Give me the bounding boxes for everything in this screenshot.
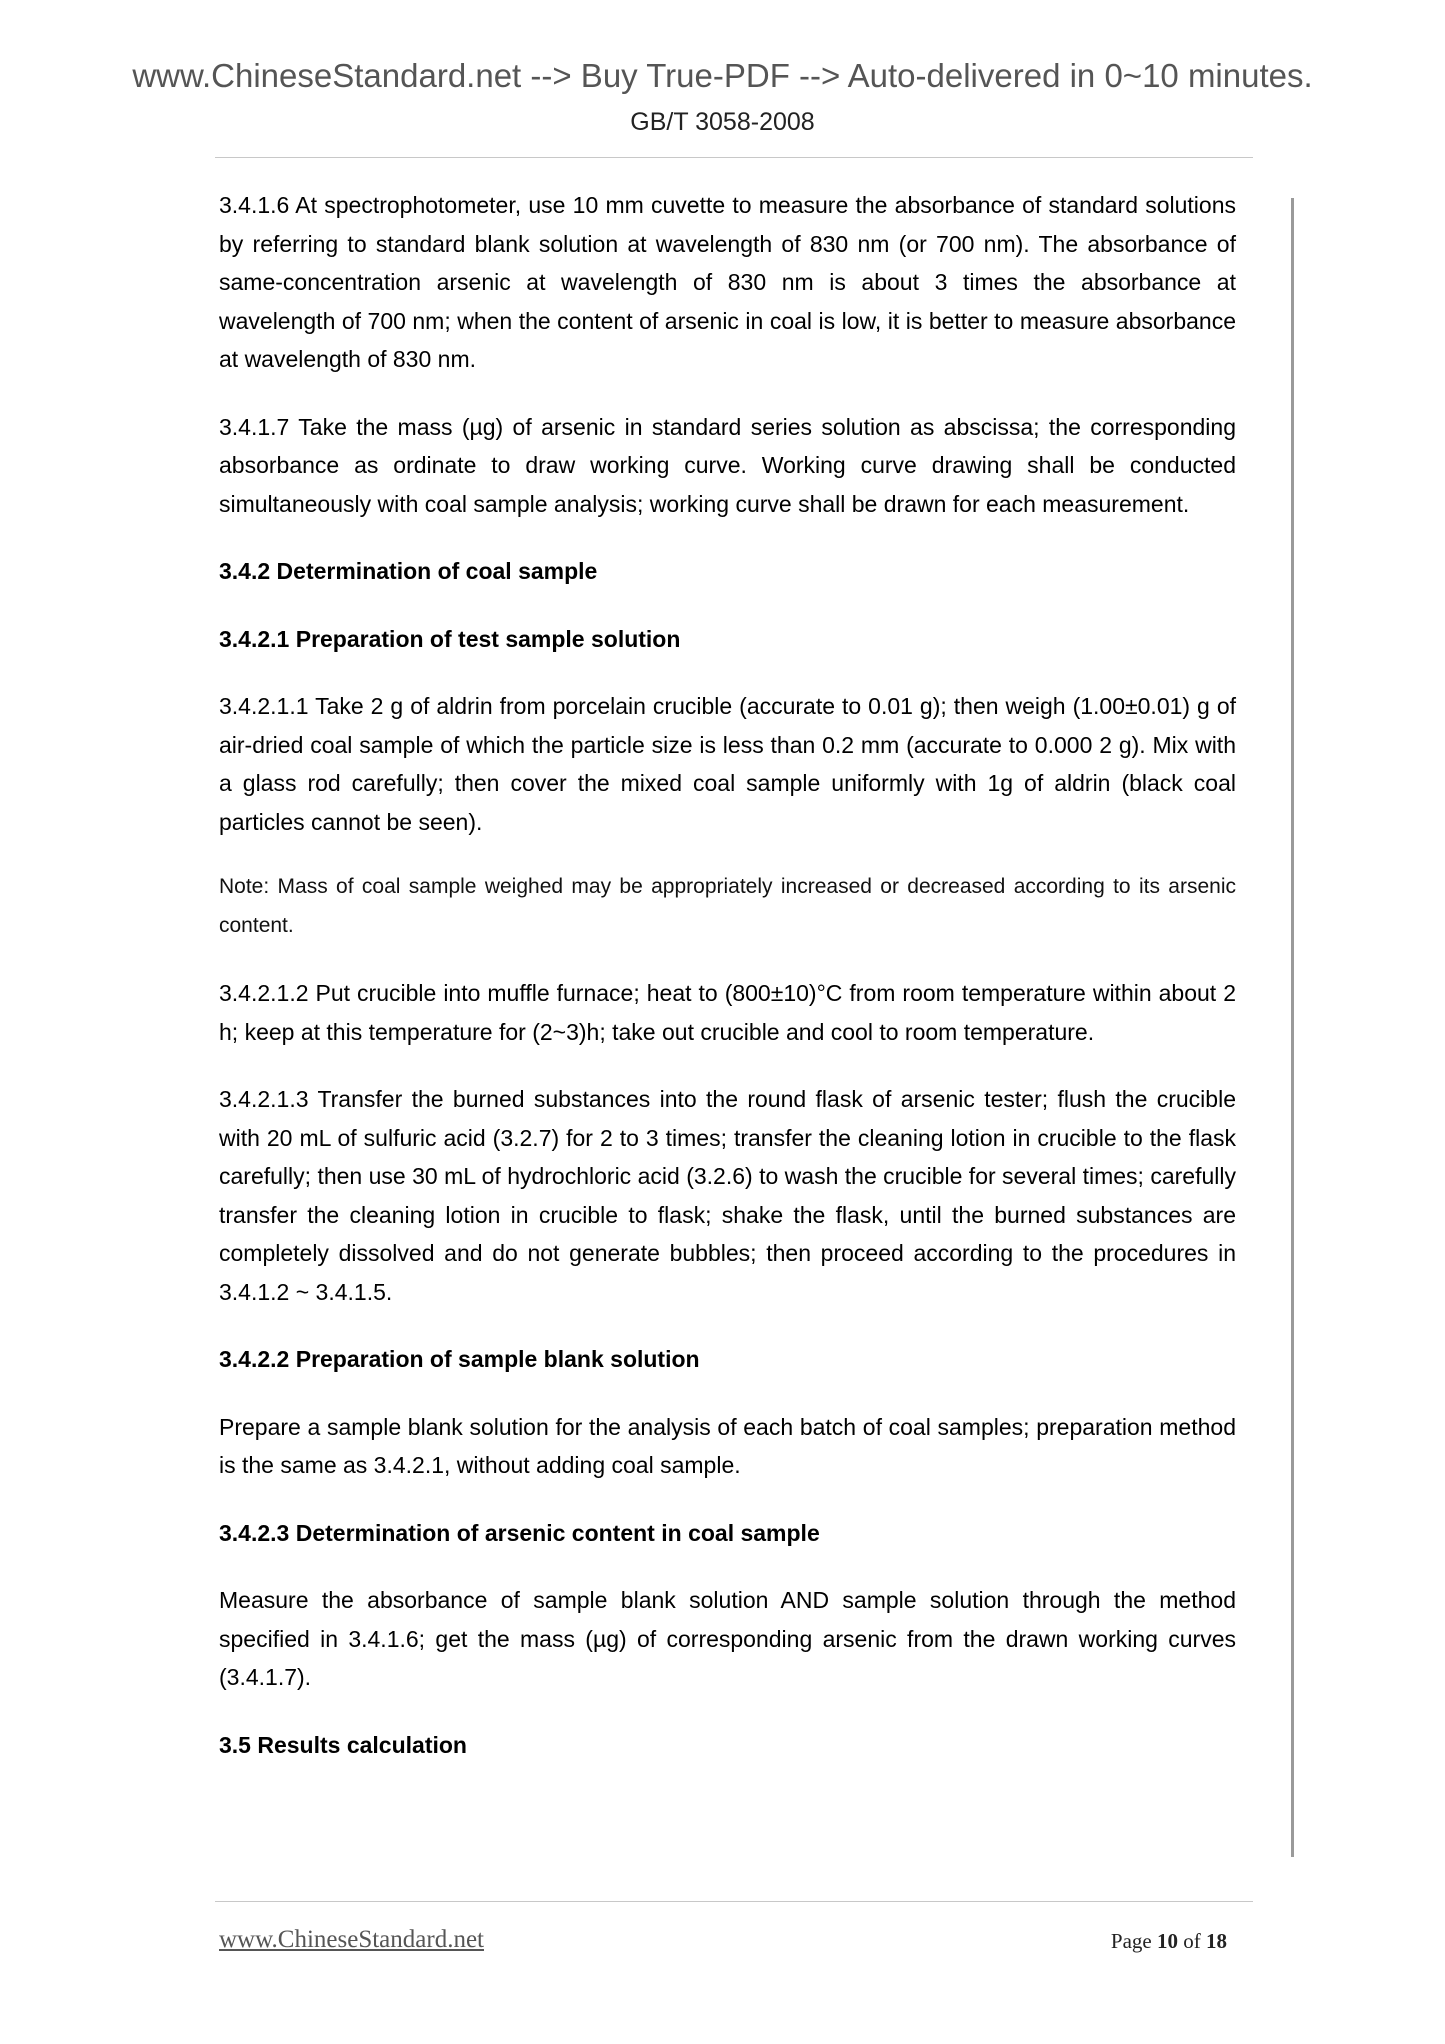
clause-3-4-1-6: 3.4.1.6 At spectrophotometer, use 10 mm cuvette to measure the absorbance of standard solutions by referring to standard blank solution at wavelength of 830 nm (or 700 nm). The absorbance of same-concentration arsenic at wavelength of 830 nm is about 3 times the absorbance at wavelength of 700 nm; when the content of arsenic in coal is low, it is better to measure absorbance at wavelength of 830 nm.	[219, 192, 1236, 372]
page-of: of	[1183, 1929, 1201, 1953]
document-body	[219, 186, 1236, 1764]
heading-3-4-2-2: 3.4.2.2 Preparation of sample blank solution	[219, 1346, 700, 1372]
clause-3-4-2-1-3: 3.4.2.1.3 Transfer the burned substances into the round flask of arsenic tester; flush the crucible with 20 mL of sulfuric acid (3.2.7) for 2 to 3 times; transfer the cleaning lotion in crucible to the flask carefully; then use 30 mL of hydrochloric acid (3.2.6) to wash the crucible for several times; carefully transfer the cleaning lotion in crucible to flask; shake the flask, until the burned substances are completely dissolved and do not generate bubbles; then proceed according to the procedures in 3.4.1.2 ~ 3.4.1.5.	[219, 1086, 1236, 1305]
revision-bar	[1291, 198, 1294, 1857]
clause-3-4-2-2: Prepare a sample blank solution for the analysis of each batch of coal samples; preparation method is the same as 3.4.2.1, without adding coal sample.	[219, 1413, 1236, 1478]
clause-3-4-2-3: Measure the absorbance of sample blank solution AND sample solution through the method specified in 3.4.1.6; get the mass (µg) of corresponding arsenic from the drawn working curves (3.4.1.7).	[219, 1587, 1236, 1690]
standard-number: GB/T 3058-2008	[630, 108, 815, 136]
header-divider	[215, 157, 1253, 158]
clause-3-4-2-1-2: 3.4.2.1.2 Put crucible into muffle furnace; heat to (800±10)°C from room temperature within about 2 h; keep at this temperature for (2~3)h; take out crucible and cool to room temperature.	[219, 980, 1236, 1045]
footer-site-link[interactable]: www.ChineseStandard.net	[219, 1926, 484, 1953]
clause-3-4-2-1-1: 3.4.2.1.1 Take 2 g of aldrin from porcelain crucible (accurate to 0.01 g); then weigh (1.00±0.01) g of air-dried coal sample of which the particle size is less than 0.2 mm (accurate to 0.000 2 g). Mix with a glass rod carefully; then cover the mixed coal sample uniformly with 1g of aldrin (black coal particles cannot be seen).	[219, 693, 1236, 835]
header-banner: www.ChineseStandard.net --> Buy True-PDF --> Auto-delivered in 0~10 minutes.	[132, 57, 1313, 94]
heading-3-5: 3.5 Results calculation	[219, 1731, 467, 1758]
heading-3-4-2-3: 3.4.2.3 Determination of arsenic content in coal sample	[219, 1519, 820, 1546]
page-number	[1111, 1929, 1227, 1954]
page-label: Page	[1110, 1929, 1152, 1953]
footer-divider	[215, 1901, 1253, 1902]
clause-3-4-1-7: 3.4.1.7 Take the mass (µg) of arsenic in standard series solution as abscissa; the corresponding absorbance as ordinate to draw working curve. Working curve drawing shall be conducted simultaneously with coal sample analysis; working curve shall be drawn for each measurement.	[219, 413, 1236, 517]
page-current: 10	[1157, 1929, 1178, 1953]
heading-3-4-2: 3.4.2 Determination of coal sample	[219, 558, 598, 584]
page-total: 18	[1206, 1929, 1227, 1953]
note: Note: Mass of coal sample weighed may be appropriately increased or decreased according to its arsenic content.	[219, 875, 1236, 937]
heading-3-4-2-1: 3.4.2.1 Preparation of test sample solution	[219, 625, 681, 652]
